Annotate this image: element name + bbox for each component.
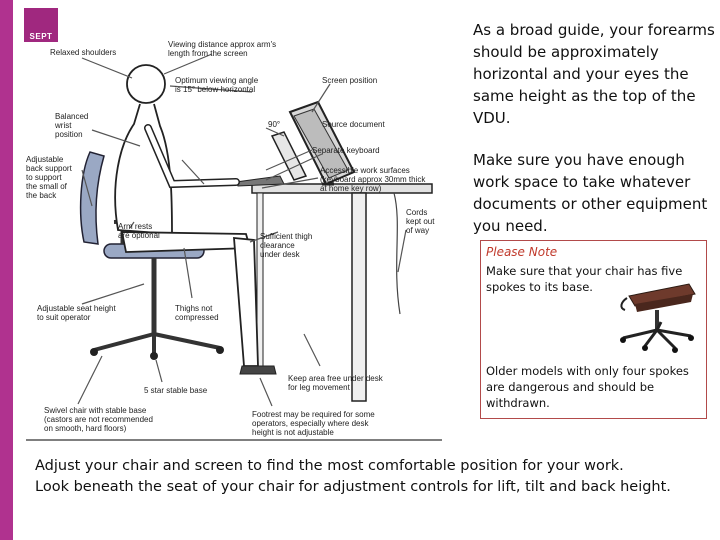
- label-cords: Cords kept out of way: [406, 208, 435, 235]
- label-arm-rests: Arm rests are optional: [118, 222, 160, 240]
- bottom-instructions: [35, 456, 715, 498]
- label-ninety-degrees: 90°: [268, 120, 281, 129]
- workspace-paragraph: Make sure you have enough work space to take whatever documents or other equipment you need.: [473, 151, 708, 235]
- label-leg-area: Keep area free under desk for leg movement: [288, 374, 383, 392]
- bottom-line-controls: Look beneath the seat of your chair for adjustment controls for lift, tilt and back height.: [35, 479, 671, 495]
- label-separate-keyboard: Separate keyboard: [312, 146, 380, 155]
- label-adjustable-back: Adjustable back support to support the small of the back: [26, 155, 72, 200]
- office-chair-image: [605, 278, 700, 353]
- guide-paragraph: As a broad guide, your forearms should be approximately horizontal and your eyes the same height as the top of the VDU.: [473, 21, 715, 127]
- accent-bar: [0, 0, 13, 540]
- label-accessible-work: Accessible work surfaces (keyboard approx 30mm thick at home key row): [320, 166, 426, 193]
- bottom-line-adjust: Adjust your chair and screen to find the most comfortable position for your work.: [35, 458, 624, 474]
- label-thighs: Thighs not compressed: [175, 304, 219, 322]
- label-balanced-wrist: Balanced wrist position: [55, 112, 89, 139]
- label-source-document: Source document: [322, 120, 385, 129]
- note-text-four-spokes: Older models with only four spokes are dangerous and should be withdrawn.: [486, 364, 689, 410]
- ergonomics-diagram: [22, 34, 446, 444]
- label-relaxed-shoulders: Relaxed shoulders: [50, 48, 117, 57]
- label-footrest: Footrest may be required for some operators, especially where desk height is not adjustable: [252, 410, 375, 437]
- label-swivel-chair: Swivel chair with stable base (castors are not recommended on smooth, hard floors): [44, 406, 153, 433]
- logo-text: SEPT: [29, 32, 53, 41]
- note-text-five-spokes: Make sure that your chair has five spokes to its base.: [486, 264, 683, 294]
- label-star-base: 5 star stable base: [144, 386, 208, 395]
- label-screen-position: Screen position: [322, 76, 378, 85]
- label-thigh-clearance: Sufficient thigh clearance under desk: [260, 232, 313, 259]
- label-optimum-angle: Optimum viewing angle is 15° below horizontal: [175, 76, 259, 94]
- note-title: Please Note: [486, 245, 558, 259]
- label-viewing-distance: Viewing distance approx arm's length from the screen: [168, 40, 277, 58]
- label-seat-height: Adjustable seat height to suit operator: [37, 304, 116, 322]
